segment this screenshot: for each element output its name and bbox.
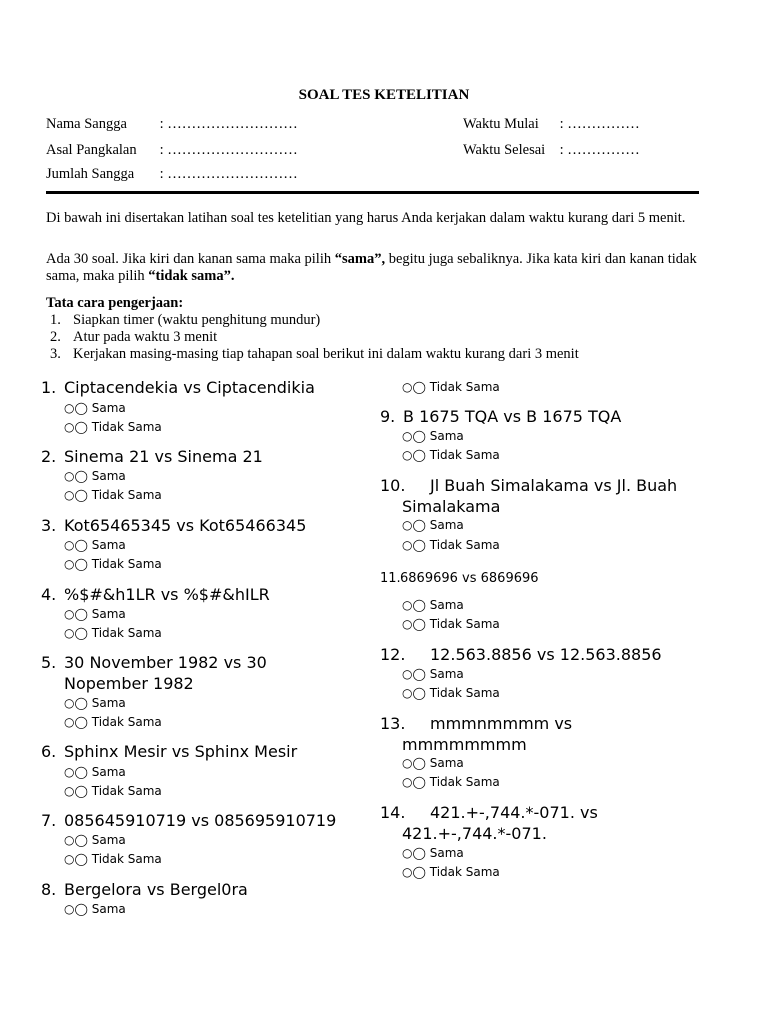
question-10 <box>380 475 677 496</box>
option-label: Sama <box>429 667 464 681</box>
option-tidak-sama[interactable] <box>64 784 162 798</box>
p2-text-c: begitu juga sebaliknya. Jika kata kiri dan kanan tidak sama, maka pilih <box>46 251 697 284</box>
question-14 <box>380 802 598 823</box>
question-number: 9. <box>380 407 396 426</box>
question-text: %$#&h1LR vs %$#&hILR <box>64 585 270 604</box>
question-text: Sinema 21 vs Sinema 21 <box>64 447 263 466</box>
option-label: Sama <box>91 696 126 710</box>
option-label: Sama <box>429 518 464 532</box>
page-title: SOAL TES KETELITIAN <box>298 87 470 103</box>
question-5 <box>41 652 267 673</box>
option-label: Sama <box>429 429 464 443</box>
radio-icon[interactable]: ○◯ <box>402 865 426 879</box>
question-13 <box>380 713 572 734</box>
option-tidak-sama[interactable] <box>402 686 500 700</box>
option-sama[interactable] <box>64 607 126 621</box>
field-value: : ……………………… <box>159 166 298 182</box>
radio-icon[interactable]: ○◯ <box>64 469 88 483</box>
field-label: Nama Sangga <box>46 116 127 132</box>
question-3 <box>41 515 306 536</box>
question-text: Sphinx Mesir vs Sphinx Mesir <box>64 742 298 761</box>
field-label: Waktu Selesai <box>463 142 546 158</box>
radio-icon[interactable]: ○◯ <box>402 518 426 532</box>
step-number: 1. <box>50 312 61 328</box>
field-value: : ……………………… <box>159 142 298 158</box>
option-label: Tidak Sama <box>91 715 162 729</box>
option-tidak-sama[interactable] <box>64 626 162 640</box>
option-label: Tidak Sama <box>91 852 162 866</box>
option-tidak-sama[interactable] <box>64 852 162 866</box>
step-number: 2. <box>50 329 61 345</box>
question-5-line2: Nopember 1982 <box>64 674 194 693</box>
option-sama[interactable] <box>402 598 464 612</box>
option-tidak-sama[interactable] <box>402 380 500 394</box>
option-label: Sama <box>429 756 464 770</box>
question-text: 085645910719 vs 085695910719 <box>64 811 337 830</box>
option-tidak-sama[interactable] <box>64 488 162 502</box>
option-label: Tidak Sama <box>91 420 162 434</box>
option-label: Tidak Sama <box>429 380 500 394</box>
question-4 <box>41 584 270 605</box>
option-label: Sama <box>91 902 126 916</box>
field-waktu-selesai <box>463 142 640 159</box>
option-label: Tidak Sama <box>429 617 500 631</box>
option-label: Sama <box>91 607 126 621</box>
option-tidak-sama[interactable] <box>64 557 162 571</box>
question-9 <box>380 406 621 427</box>
option-sama[interactable] <box>64 538 126 552</box>
field-label: Jumlah Sangga <box>46 166 135 182</box>
radio-icon[interactable]: ○◯ <box>64 557 88 571</box>
question-2 <box>41 446 263 467</box>
question-text: B 1675 TQA vs B 1675 TQA <box>403 407 622 426</box>
step-number: 3. <box>50 346 61 362</box>
radio-icon[interactable]: ○◯ <box>64 401 88 415</box>
option-label: Tidak Sama <box>429 865 500 879</box>
radio-icon[interactable]: ○◯ <box>402 686 426 700</box>
radio-icon[interactable]: ○◯ <box>64 833 88 847</box>
option-label: Tidak Sama <box>429 775 500 789</box>
field-value: : …………… <box>559 142 640 158</box>
question-text-line1: mmmnmmmm vs <box>430 714 573 733</box>
p2-sama: “sama”, <box>334 251 386 267</box>
option-sama[interactable] <box>64 833 126 847</box>
field-label: Asal Pangkalan <box>46 142 137 158</box>
question-number: 1. <box>41 378 57 397</box>
radio-icon[interactable]: ○◯ <box>402 775 426 789</box>
option-label: Tidak Sama <box>429 686 500 700</box>
question-10-line2: Simalakama <box>402 497 501 516</box>
radio-icon[interactable]: ○◯ <box>64 607 88 621</box>
step-text: Atur pada waktu 3 menit <box>73 329 218 345</box>
header-divider <box>46 191 699 194</box>
step-3 <box>50 346 579 363</box>
option-label: Tidak Sama <box>91 557 162 571</box>
question-number: 6. <box>41 742 57 761</box>
radio-icon[interactable]: ○◯ <box>402 756 426 770</box>
option-label: Tidak Sama <box>91 626 162 640</box>
question-6 <box>41 741 297 762</box>
radio-icon[interactable]: ○◯ <box>64 715 88 729</box>
question-text: 12.563.8856 vs 12.563.8856 <box>430 645 662 664</box>
question-number: 10. <box>380 476 406 495</box>
radio-icon[interactable]: ○◯ <box>402 617 426 631</box>
option-tidak-sama[interactable] <box>402 775 500 789</box>
option-tidak-sama[interactable] <box>402 538 500 552</box>
field-jumlah-sangga <box>46 166 298 183</box>
radio-icon[interactable]: ○◯ <box>64 784 88 798</box>
question-number: 8. <box>41 880 57 899</box>
option-sama[interactable] <box>64 469 126 483</box>
option-sama[interactable] <box>402 756 464 770</box>
question-number: 3. <box>41 516 57 535</box>
option-sama[interactable] <box>64 902 126 916</box>
question-11 <box>380 568 539 589</box>
question-number: 2. <box>41 447 57 466</box>
option-sama[interactable] <box>402 846 464 860</box>
option-label: Tidak Sama <box>91 784 162 798</box>
option-label: Tidak Sama <box>91 488 162 502</box>
question-text: Bergelora vs Bergel0ra <box>64 880 248 899</box>
field-value: : …………… <box>559 116 640 132</box>
radio-icon[interactable]: ○◯ <box>402 429 426 443</box>
option-tidak-sama[interactable] <box>64 715 162 729</box>
p2-tidak-sama: “tidak sama”. <box>148 268 235 284</box>
option-tidak-sama[interactable] <box>402 865 500 879</box>
option-label: Tidak Sama <box>429 448 500 462</box>
option-sama[interactable] <box>64 401 126 415</box>
radio-icon[interactable]: ○◯ <box>64 696 88 710</box>
steps-title: Tata cara pengerjaan: <box>46 295 184 311</box>
p2-text-a: Ada 30 soal. Jika kiri dan kanan sama maka pilih <box>46 251 335 267</box>
question-number: 12. <box>380 645 406 664</box>
question-13-line2: mmmmmmmm <box>402 735 527 754</box>
question-text: Kot65465345 vs Kot65466345 <box>64 516 307 535</box>
radio-icon[interactable]: ○◯ <box>64 538 88 552</box>
radio-icon[interactable]: ○◯ <box>402 667 426 681</box>
option-label: Sama <box>91 538 126 552</box>
option-label: Sama <box>91 469 126 483</box>
question-number: 5. <box>41 653 57 672</box>
question-12 <box>380 644 662 665</box>
question-text-line1: 421.+-,744.*-071. vs <box>430 803 598 822</box>
option-sama[interactable] <box>402 518 464 532</box>
step-1 <box>50 312 320 329</box>
question-text-line1: Jl Buah Simalakama vs Jl. Buah <box>430 476 678 495</box>
question-7 <box>41 810 336 831</box>
field-value: : ……………………… <box>159 116 298 132</box>
radio-icon[interactable]: ○◯ <box>402 846 426 860</box>
step-text: Kerjakan masing-masing tiap tahapan soal berikut ini dalam waktu kurang dari 3 menit <box>73 346 579 362</box>
question-number: 11. <box>380 571 401 586</box>
intro-paragraph-1: Di bawah ini disertakan latihan soal tes ketelitian yang harus Anda kerjakan dalam waktu kurang dari 5 menit. <box>46 210 686 226</box>
radio-icon[interactable]: ○◯ <box>402 380 426 394</box>
radio-icon[interactable]: ○◯ <box>64 902 88 916</box>
option-label: Sama <box>91 833 126 847</box>
radio-icon[interactable]: ○◯ <box>64 626 88 640</box>
option-tidak-sama[interactable] <box>402 448 500 462</box>
radio-icon[interactable]: ○◯ <box>402 598 426 612</box>
field-nama-sangga <box>46 116 298 133</box>
option-label: Sama <box>429 598 464 612</box>
field-asal-pangkalan <box>46 142 298 159</box>
option-label: Tidak Sama <box>429 538 500 552</box>
step-text: Siapkan timer (waktu penghitung mundur) <box>73 312 321 328</box>
question-text: Ciptacendekia vs Ciptacendikia <box>64 378 315 397</box>
option-tidak-sama[interactable] <box>64 420 162 434</box>
option-sama[interactable] <box>64 696 126 710</box>
option-label: Sama <box>91 401 126 415</box>
radio-icon[interactable]: ○◯ <box>402 538 426 552</box>
radio-icon[interactable]: ○◯ <box>64 765 88 779</box>
step-2 <box>50 329 217 346</box>
question-text-line1: 30 November 1982 vs 30 <box>64 653 267 672</box>
option-label: Sama <box>429 846 464 860</box>
intro-paragraph-2 <box>46 251 716 285</box>
radio-icon[interactable]: ○◯ <box>64 488 88 502</box>
question-number: 14. <box>380 803 406 822</box>
radio-icon[interactable]: ○◯ <box>402 448 426 462</box>
radio-icon[interactable]: ○◯ <box>64 852 88 866</box>
option-sama[interactable] <box>402 667 464 681</box>
field-waktu-mulai <box>463 116 640 133</box>
question-14-line2: 421.+-,744.*-071. <box>402 824 547 843</box>
field-label: Waktu Mulai <box>463 116 539 132</box>
question-number: 7. <box>41 811 57 830</box>
question-8 <box>41 879 248 900</box>
option-sama[interactable] <box>402 429 464 443</box>
radio-icon[interactable]: ○◯ <box>64 420 88 434</box>
question-text: 6869696 vs 6869696 <box>400 571 539 586</box>
question-number: 13. <box>380 714 406 733</box>
question-number: 4. <box>41 585 57 604</box>
question-1 <box>41 377 315 398</box>
option-sama[interactable] <box>64 765 126 779</box>
option-label: Sama <box>91 765 126 779</box>
option-tidak-sama[interactable] <box>402 617 500 631</box>
